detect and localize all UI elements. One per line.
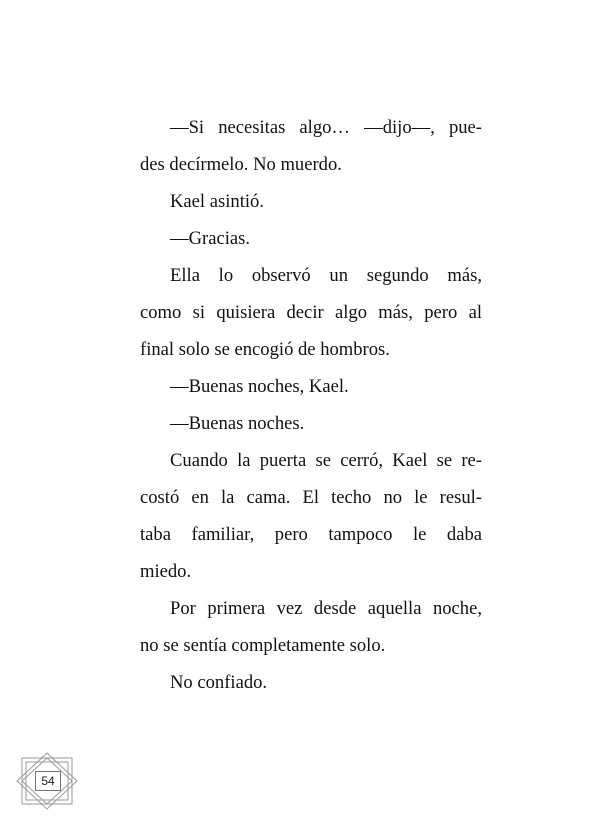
page-number: 54 xyxy=(35,771,61,791)
text-line: —Gracias. xyxy=(170,228,251,249)
text-line: Ella lo observó un segundo más, xyxy=(170,265,482,286)
text-line: taba familiar, pero tampoco le daba xyxy=(140,524,482,545)
text-line: Cuando la puerta se cerró, Kael se re- xyxy=(170,450,482,471)
text-line: —Buenas noches. xyxy=(170,413,305,434)
body-text xyxy=(140,109,482,701)
text-line: Por primera vez desde aquella noche, xyxy=(170,598,482,619)
text-line: no se sentía completamente solo. xyxy=(140,635,386,656)
text-line: miedo. xyxy=(140,561,192,582)
page-number-ornament xyxy=(16,752,78,810)
text-line: No confiado. xyxy=(170,672,268,693)
text-line: Kael asintió. xyxy=(170,191,264,212)
text-line: —Si necesitas algo… —dijo—, pue- xyxy=(170,117,482,138)
text-line: final solo se encogió de hombros. xyxy=(140,339,390,360)
text-line: —Buenas noches, Kael. xyxy=(170,376,349,397)
text-line: des decírmelo. No muerdo. xyxy=(140,154,342,175)
text-line: como si quisiera decir algo más, pero al xyxy=(140,302,482,323)
text-line: costó en la cama. El techo no le resul- xyxy=(140,487,482,508)
